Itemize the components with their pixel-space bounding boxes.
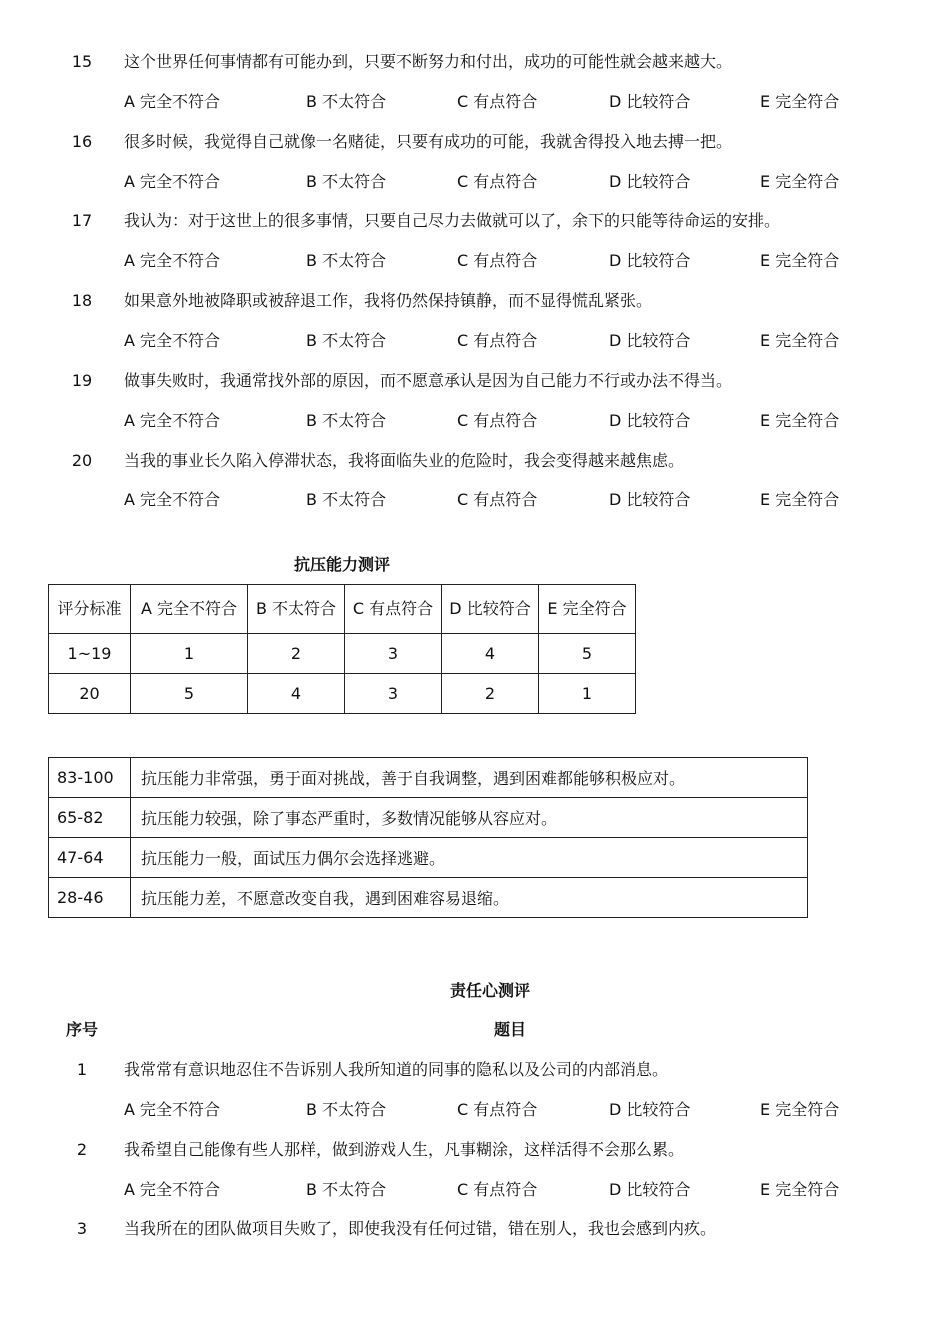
level-description: 抗压能力一般，面试压力偶尔会选择逃避。	[131, 838, 808, 878]
question-number: 17	[71, 211, 93, 230]
question-text: 我认为：对于这世上的很多事情，只要自己尽力去做就可以了，余下的只能等待命运的安排。	[124, 211, 781, 230]
option-d[interactable]: D 比较符合	[609, 172, 691, 191]
option-e[interactable]: E 完全符合	[760, 490, 840, 509]
score-range: 83-100	[49, 758, 131, 798]
table-row	[49, 838, 808, 878]
header-cell: C 有点符合	[345, 585, 442, 634]
option-b[interactable]: B 不太符合	[306, 1180, 387, 1199]
table-cell: 5	[131, 674, 248, 714]
answer-options	[0, 487, 950, 513]
topic-header: 题目	[493, 1020, 526, 1039]
table-row	[49, 674, 636, 714]
option-a[interactable]: A 完全不符合	[124, 411, 221, 430]
option-d[interactable]: D 比较符合	[609, 1180, 691, 1199]
option-b[interactable]: B 不太符合	[306, 251, 387, 270]
responsibility-test-title: 责任心测评	[449, 981, 530, 1000]
answer-options	[0, 169, 950, 195]
table-cell: 3	[345, 634, 442, 674]
answer-options	[0, 248, 950, 274]
option-b[interactable]: B 不太符合	[306, 331, 387, 350]
table-cell: 4	[442, 634, 539, 674]
option-c[interactable]: C 有点符合	[457, 251, 538, 270]
option-c[interactable]: C 有点符合	[457, 92, 538, 111]
option-d[interactable]: D 比较符合	[609, 1100, 691, 1119]
option-a[interactable]: A 完全不符合	[124, 172, 221, 191]
levels-table	[48, 757, 808, 918]
question-text: 我常常有意识地忍住不告诉别人我所知道的同事的隐私以及公司的内部消息。	[124, 1060, 669, 1079]
option-a[interactable]: A 完全不符合	[124, 1100, 221, 1119]
answer-options	[0, 1177, 950, 1203]
table-row	[49, 758, 808, 798]
option-e[interactable]: E 完全符合	[760, 1180, 840, 1199]
option-b[interactable]: B 不太符合	[306, 490, 387, 509]
option-b[interactable]: B 不太符合	[306, 411, 387, 430]
table-row	[49, 634, 636, 674]
question-text: 当我的事业长久陷入停滞状态，我将面临失业的危险时，我会变得越来越焦虑。	[124, 451, 685, 470]
option-a[interactable]: A 完全不符合	[124, 1180, 221, 1199]
option-e[interactable]: E 完全符合	[760, 411, 840, 430]
table-cell: 2	[442, 674, 539, 714]
option-a[interactable]: A 完全不符合	[124, 331, 221, 350]
question-number: 20	[71, 451, 93, 470]
header-cell: A 完全不符合	[131, 585, 248, 634]
table-cell: 20	[49, 674, 131, 714]
option-a[interactable]: A 完全不符合	[124, 251, 221, 270]
option-a[interactable]: A 完全不符合	[124, 490, 221, 509]
header-cell: B 不太符合	[248, 585, 345, 634]
header-cell: 评分标准	[49, 585, 131, 634]
option-d[interactable]: D 比较符合	[609, 411, 691, 430]
question-number: 2	[76, 1140, 88, 1159]
option-e[interactable]: E 完全符合	[760, 331, 840, 350]
level-description: 抗压能力非常强，勇于面对挑战，善于自我调整，遇到困难都能够积极应对。	[131, 758, 808, 798]
option-a[interactable]: A 完全不符合	[124, 92, 221, 111]
option-b[interactable]: B 不太符合	[306, 92, 387, 111]
table-cell: 2	[248, 634, 345, 674]
option-c[interactable]: C 有点符合	[457, 1100, 538, 1119]
option-b[interactable]: B 不太符合	[306, 1100, 387, 1119]
option-c[interactable]: C 有点符合	[457, 411, 538, 430]
option-c[interactable]: C 有点符合	[457, 172, 538, 191]
option-d[interactable]: D 比较符合	[609, 331, 691, 350]
option-e[interactable]: E 完全符合	[760, 251, 840, 270]
question-number: 19	[71, 371, 93, 390]
option-e[interactable]: E 完全符合	[760, 172, 840, 191]
table-cell: 3	[345, 674, 442, 714]
table-cell: 1	[539, 674, 636, 714]
option-c[interactable]: C 有点符合	[457, 331, 538, 350]
level-description: 抗压能力差，不愿意改变自我，遇到困难容易退缩。	[131, 878, 808, 918]
question-text: 当我所在的团队做项目失败了，即使我没有任何过错，错在别人，我也会感到内疚。	[124, 1219, 717, 1238]
option-d[interactable]: D 比较符合	[609, 251, 691, 270]
option-d[interactable]: D 比较符合	[609, 92, 691, 111]
question-number: 3	[76, 1219, 88, 1238]
option-e[interactable]: E 完全符合	[760, 92, 840, 111]
table-cell: 1~19	[49, 634, 131, 674]
question-text: 我希望自己能像有些人那样，做到游戏人生，凡事糊涂，这样活得不会那么累。	[124, 1140, 685, 1159]
question-text: 很多时候，我觉得自己就像一名赌徒，只要有成功的可能，我就舍得投入地去搏一把。	[124, 132, 733, 151]
answer-options	[0, 408, 950, 434]
serial-number-header: 序号	[65, 1020, 98, 1039]
score-range: 47-64	[49, 838, 131, 878]
level-description: 抗压能力较强，除了事态严重时，多数情况能够从容应对。	[131, 798, 808, 838]
table-cell: 5	[539, 634, 636, 674]
score-table-header-row	[49, 585, 636, 634]
score-table	[48, 584, 636, 714]
score-range: 28-46	[49, 878, 131, 918]
answer-options	[0, 328, 950, 354]
option-d[interactable]: D 比较符合	[609, 490, 691, 509]
header-cell: D 比较符合	[442, 585, 539, 634]
answer-options	[0, 1097, 950, 1123]
question-text: 这个世界任何事情都有可能办到，只要不断努力和付出，成功的可能性就会越来越大。	[124, 52, 733, 71]
question-number: 16	[71, 132, 93, 151]
table-cell: 1	[131, 634, 248, 674]
question-text: 做事失败时，我通常找外部的原因，而不愿意承认是因为自己能力不行或办法不得当。	[124, 371, 733, 390]
question-number: 18	[71, 291, 93, 310]
option-c[interactable]: C 有点符合	[457, 490, 538, 509]
stress-test-title: 抗压能力测评	[293, 555, 390, 574]
table-row	[49, 878, 808, 918]
question-number: 1	[76, 1060, 88, 1079]
score-range: 65-82	[49, 798, 131, 838]
question-text: 如果意外地被降职或被辞退工作，我将仍然保持镇静，而不显得慌乱紧张。	[124, 291, 653, 310]
table-row	[49, 798, 808, 838]
answer-options	[0, 89, 950, 115]
header-cell: E 完全符合	[539, 585, 636, 634]
question-number: 15	[71, 52, 93, 71]
option-c[interactable]: C 有点符合	[457, 1180, 538, 1199]
option-e[interactable]: E 完全符合	[760, 1100, 840, 1119]
option-b[interactable]: B 不太符合	[306, 172, 387, 191]
table-cell: 4	[248, 674, 345, 714]
